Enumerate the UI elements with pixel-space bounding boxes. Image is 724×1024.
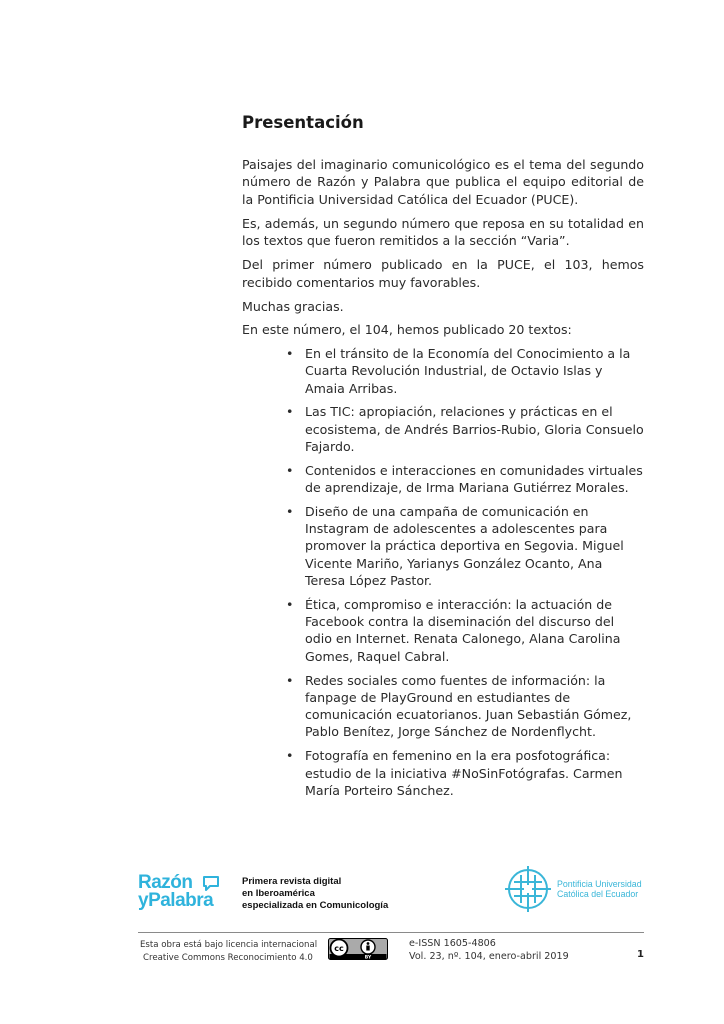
paragraph-feedback: Del primer número publicado en la PUCE, el 103, hemos recibido comentarios muy favorables.	[242, 257, 644, 290]
razon-y-palabra-logo	[138, 872, 228, 914]
tagline-line: Primera revista digital	[242, 876, 342, 887]
bullet-icon: •	[286, 596, 294, 612]
list-item	[286, 672, 644, 741]
article-text: Diseño de una campaña de comunicación en Instagram de adolescentes a adolescentes para promover la práctica deportiva en Segovia. Miguel Vicente Mariño, Yarianys González Ocanto, Ana Teresa López Pastor.	[305, 503, 624, 589]
journal-tagline	[242, 876, 388, 912]
bullet-icon: •	[286, 404, 294, 420]
list-item	[286, 403, 644, 455]
license-line: Creative Commons Reconocimiento 4.0	[143, 952, 313, 963]
puce-line: Pontificia Universidad	[557, 879, 642, 889]
bullet-icon: •	[286, 503, 294, 519]
bullet-icon: •	[286, 462, 294, 478]
bullet-icon: •	[286, 346, 294, 361]
page-title: Presentación	[242, 113, 364, 132]
paragraph-thanks: Muchas gracias.	[242, 299, 344, 315]
article-text: Contenidos e interacciones en comunidades virtuales de aprendizaje, de Irma Mariana Gutiérrez Morales.	[305, 462, 643, 496]
paragraph-count: En este número, el 104, hemos publicado 20 textos:	[242, 322, 572, 338]
issn-number: e-ISSN 1605-4806	[409, 938, 496, 949]
article-list	[286, 345, 644, 806]
page-number: 1	[637, 949, 644, 960]
cc-by-label: BY	[364, 955, 372, 960]
puce-name	[557, 879, 642, 899]
article-text: En el tránsito de la Economía del Conocimiento a la Cuarta Revolución Industrial, de Octavio Islas y Amaia Arribas.	[305, 346, 631, 396]
license-line: Esta obra está bajo licencia internacional	[140, 940, 318, 950]
presentation-body	[242, 156, 644, 345]
bullet-icon: •	[286, 748, 294, 764]
list-item	[286, 503, 644, 589]
logo-line-1: Razón	[138, 872, 193, 893]
issn-info	[409, 937, 569, 963]
list-item	[286, 345, 644, 397]
puce-line: Católica del Ecuador	[557, 889, 639, 899]
license-text	[140, 939, 317, 964]
tagline-line: en Iberoamérica	[242, 888, 315, 899]
speech-bubble-icon	[202, 875, 220, 892]
bullet-icon: •	[286, 672, 294, 688]
article-text: Las TIC: apropiación, relaciones y prácticas en el ecosistema, de Andrés Barrios-Rubio, Gloria Consuelo Fajardo.	[305, 404, 644, 454]
paragraph-varia: Es, además, un segundo número que reposa en su totalidad en los textos que fueron remitidos a la sección “Varia”.	[242, 215, 644, 249]
tagline-line: especializada en Comunicología	[242, 900, 389, 911]
paragraph-topic: Paisajes del imaginario comunicológico es el tema del segundo número de Razón y Palabra que publica el equipo editorial de la Pontificia Universidad Católica del Ecuador (PUCE).	[242, 157, 644, 207]
svg-text:cc: cc	[334, 944, 344, 953]
article-text: Ética, compromiso e interacción: la actuación de Facebook contra la diseminación del discurso del odio en Internet. Renata Calonego, Alana Carolina Gomes, Raquel Cabral.	[305, 596, 621, 664]
article-text: Fotografía en femenino en la era posfotográfica: estudio de la iniciativa #NoSinFotógrafas. Carmen María Porteiro Sánchez.	[305, 748, 623, 798]
article-text: Redes sociales como fuentes de información: la fanpage de PlayGround en estudiantes de comunicación ecuatorianos. Juan Sebastián Gómez, Pablo Benítez, Jorge Sánchez de Nordenflycht.	[305, 672, 632, 740]
cc-by-icon	[328, 938, 388, 960]
logo-line-2: yPalabra	[138, 890, 214, 911]
list-item	[286, 747, 644, 799]
volume-info: Vol. 23, nº. 104, enero-abril 2019	[409, 951, 569, 962]
list-item	[286, 596, 644, 665]
footer-divider	[138, 932, 644, 933]
list-item	[286, 462, 644, 497]
